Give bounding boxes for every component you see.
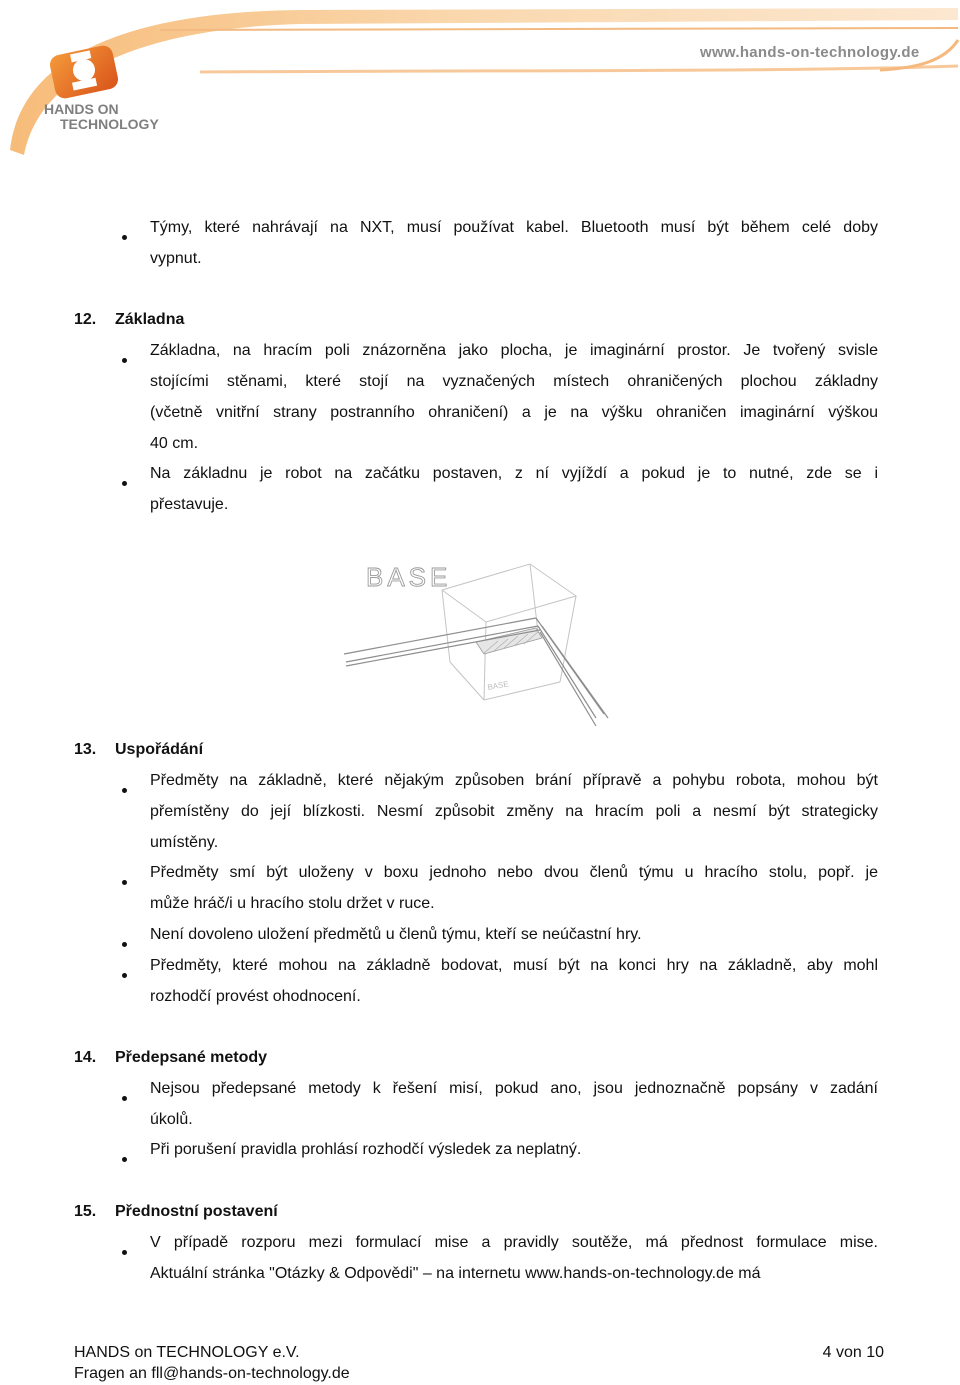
bullet-icon [122,973,127,978]
base-illustration [338,552,618,734]
paragraph-line: Týmy, které nahrávají na NXT, musí používat kabel. Bluetooth musí být během celé doby [150,219,878,236]
base-floor-label: BASE [486,679,510,692]
logo-line-1: HANDS ON [44,101,119,117]
paragraph-line: Při porušení pravidla prohlásí rozhodčí výsledek za neplatný. [150,1141,582,1158]
footer-contact[interactable]: Fragen an fll@hands-on-technology.de [74,1365,350,1382]
header-swoosh [0,0,960,170]
section-number: 12. [74,311,97,328]
section-number: 14. [74,1049,97,1066]
section-title: Základna [115,311,185,328]
bullet-icon [122,1096,127,1101]
paragraph-line: umístěny. [150,834,219,851]
page-header [0,0,960,170]
paragraph-line: stojícími stěnami, které stojí na vyznačených místech ohraničených plochou základny [150,373,878,390]
paragraph-line: přestavuje. [150,496,229,513]
paragraph-line: může hráč/i u hracího stolu držet v ruce. [150,895,435,912]
base-figure-label: BASE [366,562,452,592]
paragraph-line: Předměty smí být uloženy v boxu jednoho nebo dvou členů týmu u hracího stolu, popř. je [150,864,878,881]
logo [44,102,159,132]
paragraph-line: V případě rozporu mezi formulací mise a pravidly soutěže, má přednost formulace mise. [150,1234,878,1251]
bullet-icon [122,942,127,947]
bullet-icon [122,358,127,363]
header-url[interactable]: www.hands-on-technology.de [700,44,920,61]
bullet-icon [122,788,127,793]
paragraph-line: Předměty, které mohou na základně bodovat, musí být na konci hry na základně, aby mohl [150,957,878,974]
bullet-icon [122,481,127,486]
section-title: Předepsané metody [115,1049,268,1066]
paragraph-line: Není dovoleno uložení předmětů u členů týmu, kteří se neúčastní hry. [150,926,642,943]
section-title: Uspořádání [115,741,204,758]
section-title: Přednostní postavení [115,1203,278,1220]
logo-icon [48,44,120,100]
paragraph-line: (včetně vnitřní strany postranního ohraničení) a je na výšku ohraničen imaginární výškou [150,404,878,421]
paragraph-line: Na základnu je robot na začátku postaven, z ní vyjíždí a pokud je to nutné, zde se i [150,465,878,482]
bullet-icon [122,235,127,240]
paragraph-line: Nejsou předepsané metody k řešení misí, pokud ano, jsou jednoznačně popsány v zadání [150,1080,878,1097]
bullet-icon [122,880,127,885]
page-number: 4 von 10 [822,1344,884,1361]
footer-org: HANDS on TECHNOLOGY e.V. [74,1344,300,1361]
section-number: 15. [74,1203,97,1220]
section-number: 13. [74,741,97,758]
paragraph-line: úkolů. [150,1111,193,1128]
paragraph-line: Aktuální stránka "Otázky & Odpovědi" – na internetu www.hands-on-technology.de má [150,1265,761,1282]
paragraph-line: Předměty na základně, které nějakým způsoben brání přípravě a pohybu robota, mohou být [150,772,878,789]
paragraph-line: vypnut. [150,250,202,267]
page-footer [74,1343,884,1385]
paragraph-line: 40 cm. [150,435,199,452]
bullet-icon [122,1250,127,1255]
paragraph-line: přemístěny do její blízkosti. Nesmí způsobit změny na hracím poli a nesmí být strategicky [150,803,878,820]
bullet-icon [122,1157,127,1162]
logo-line-2: TECHNOLOGY [60,116,159,132]
paragraph-line: Základna, na hracím poli znázorněna jako plocha, je imaginární prostor. Je tvořený svisle [150,342,878,359]
paragraph-line: rozhodčí provést ohodnocení. [150,988,361,1005]
